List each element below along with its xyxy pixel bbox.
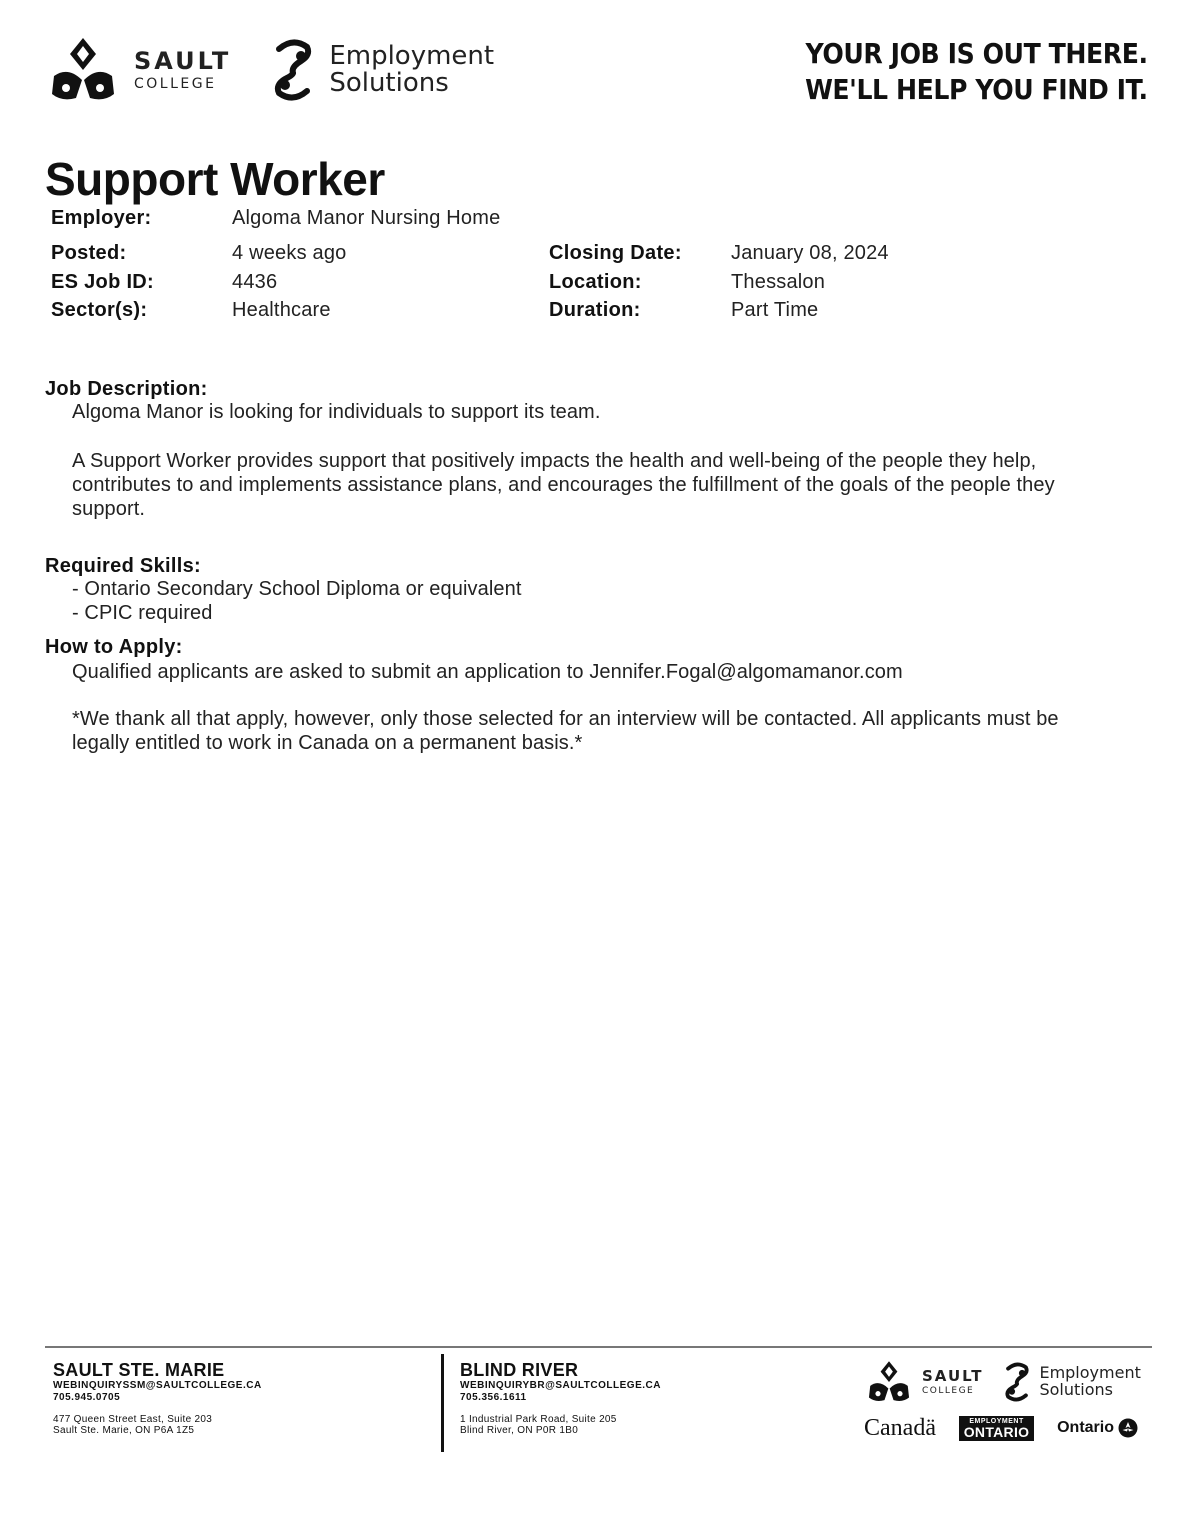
sault-college-logo [48,36,231,104]
applicant-note-line2: legally entitled to work in Canada on a permanent basis.* [72,732,583,754]
es-word-employment: Employment [329,40,495,71]
employment-solutions-logo [271,39,494,101]
footer-college-word: COLLEGE [922,1385,975,1396]
footer-es-logo [1003,1362,1140,1402]
applicant-note-line1: *We thank all that apply, however, only those selected for an interview will be contacted. All applicants must be [72,708,1059,730]
required-skills-heading: Required Skills: [45,555,201,577]
header-logos [48,34,494,106]
location-value: Thessalon [731,271,826,293]
footer-es-emblem-icon [1003,1362,1031,1402]
closing-date-label: Closing Date: [549,242,682,264]
employer-value: Algoma Manor Nursing Home [232,207,501,229]
footer-rule [45,1346,1152,1348]
ssm-phone: 705.945.0705 [53,1392,121,1403]
br-city: BLIND RIVER [460,1360,579,1380]
job-description-para2-line3: support. [72,498,146,520]
eo-small-text: EMPLOYMENT [969,1417,1024,1425]
closing-date-value: January 08, 2024 [731,242,889,264]
applicant-note [72,707,1059,755]
job-description-para2-line2: contributes to and implements assistance plans, and encourages the fulfillment of the goals of the people they [72,474,1055,496]
college-word: COLLEGE [134,76,217,92]
sault-college-emblem-icon [48,36,118,104]
duration-label: Duration: [549,299,641,321]
posted-label: Posted: [51,242,127,264]
footer-logos [866,1360,1141,1404]
sault-word: SAULT [134,47,232,75]
br-address-line2: Blind River, ON P0R 1B0 [460,1425,579,1436]
br-address-line1: 1 Industrial Park Road, Suite 205 [460,1414,617,1425]
job-description-para1: Algoma Manor is looking for individuals to support its team. [72,401,601,423]
br-email: WEBINQUIRYBR@SAULTCOLLEGE.CA [460,1380,661,1391]
employment-ontario-logo [959,1416,1035,1441]
footer-br-office [460,1360,840,1436]
job-title: Support Worker [45,153,385,205]
job-id-value: 4436 [232,271,278,293]
es-word-solutions: Solutions [329,68,449,98]
tagline-line2: WE'LL HELP YOU FIND IT. [805,73,1148,106]
footer-sault-college-emblem-icon [866,1360,912,1404]
posted-value: 4 weeks ago [232,242,347,264]
footer-es-employment: Employment [1039,1363,1141,1383]
ontario-trillium-icon [1118,1418,1138,1438]
job-description-para2-line1: A Support Worker provides support that positively impacts the health and well-being of the people they help, [72,450,1037,472]
ssm-address-line2: Sault Ste. Marie, ON P6A 1Z5 [53,1425,195,1436]
br-address [460,1414,840,1436]
canada-wordmark: Canadä [864,1414,936,1441]
sectors-label: Sector(s): [51,299,148,321]
tagline [805,36,1148,108]
ssm-address [53,1414,433,1436]
job-description-para2 [72,449,1055,521]
skill-item: - CPIC required [72,602,213,624]
eo-big-text: ONTARIO [963,1423,1030,1440]
footer-sault-word: SAULT [922,1366,984,1385]
ssm-email: WEBINQUIRYSSM@SAULTCOLLEGE.CA [53,1380,262,1391]
employment-solutions-emblem-icon [271,39,315,101]
ontario-logo [1057,1418,1138,1438]
ssm-city: SAULT STE. MARIE [53,1360,225,1380]
employer-label: Employer: [51,207,152,229]
br-phone: 705.356.1611 [460,1392,527,1403]
ssm-address-line1: 477 Queen Street East, Suite 203 [53,1414,213,1425]
skill-item: - Ontario Secondary School Diploma or equivalent [72,578,522,600]
how-to-apply-heading: How to Apply: [45,636,183,658]
job-description-heading: Job Description: [45,378,208,400]
footer-sault-college-logo [866,1360,983,1404]
footer-es-solutions: Solutions [1039,1380,1113,1399]
job-id-label: ES Job ID: [51,271,155,293]
tagline-line1: YOUR JOB IS OUT THERE. [805,37,1148,70]
footer-divider [441,1354,444,1452]
how-to-apply-text: Qualified applicants are asked to submit an application to Jennifer.Fogal@algomamanor.com [72,661,903,683]
required-skills-list [72,577,521,625]
duration-value: Part Time [731,299,819,321]
location-label: Location: [549,271,642,293]
footer-ssm-office [53,1360,433,1436]
government-logos [864,1412,1138,1444]
ontario-wordmark: Ontario [1057,1419,1114,1436]
sectors-value: Healthcare [232,299,331,321]
